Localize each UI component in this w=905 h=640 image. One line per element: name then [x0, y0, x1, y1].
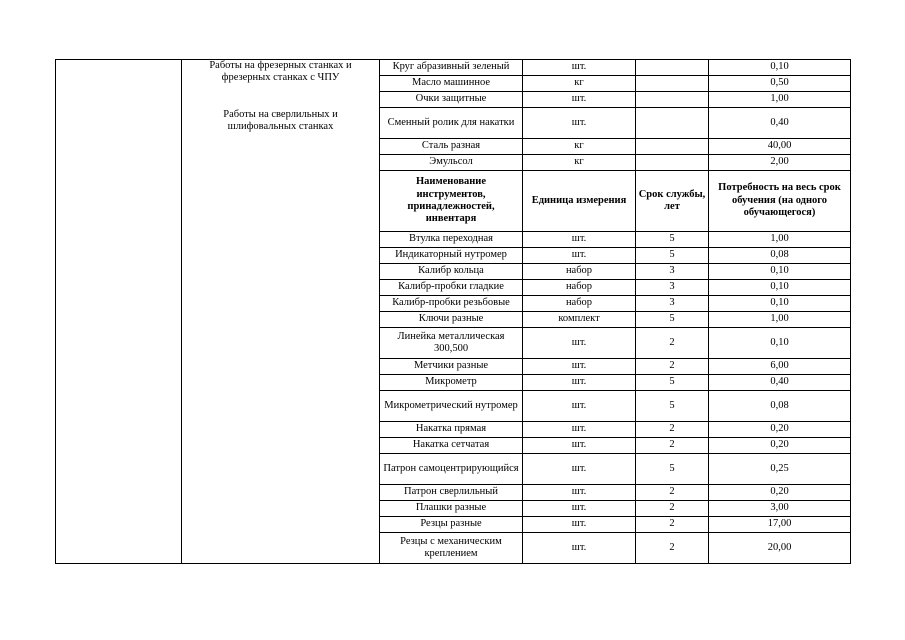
item-unit-cell: шт.	[523, 108, 636, 139]
item-term-cell: 5	[636, 248, 709, 264]
item-need-cell: 0,10	[709, 328, 851, 359]
item-term-cell: 2	[636, 533, 709, 564]
item-name-cell: Метчики разные	[380, 359, 523, 375]
item-term-cell: 2	[636, 485, 709, 501]
item-term-cell	[636, 139, 709, 155]
item-need-cell: 0,25	[709, 454, 851, 485]
column-header-need: Потребность на весь срок обучения (на одного обучающегося)	[709, 171, 851, 232]
item-term-cell: 5	[636, 454, 709, 485]
item-unit-cell: кг	[523, 139, 636, 155]
item-unit-cell: шт.	[523, 328, 636, 359]
item-need-cell: 0,08	[709, 391, 851, 422]
section-label: Работы на фрезерных станках и фрезерных станках с ЧПУ	[209, 60, 352, 84]
item-name-cell: Калибр-пробки резьбовые	[380, 296, 523, 312]
item-need-cell: 0,40	[709, 375, 851, 391]
item-name-cell: Резцы с механическим креплением	[380, 533, 523, 564]
item-term-cell	[636, 155, 709, 171]
item-unit-cell: шт.	[523, 232, 636, 248]
item-name-cell: Сталь разная	[380, 139, 523, 155]
item-need-cell: 0,50	[709, 76, 851, 92]
item-name-cell: Очки защитные	[380, 92, 523, 108]
item-name-cell: Сменный ролик для накатки	[380, 108, 523, 139]
item-need-cell: 0,10	[709, 264, 851, 280]
item-name-cell: Плашки разные	[380, 501, 523, 517]
column-header-term: Срок службы, лет	[636, 171, 709, 232]
item-need-cell: 0,08	[709, 248, 851, 264]
item-name-cell: Линейка металлическая 300,500	[380, 328, 523, 359]
item-unit-cell: кг	[523, 155, 636, 171]
item-unit-cell: шт.	[523, 485, 636, 501]
item-term-cell: 5	[636, 375, 709, 391]
item-term-cell	[636, 92, 709, 108]
item-name-cell: Втулка переходная	[380, 232, 523, 248]
column-header-name: Наименование инструментов, принадлежностей, инвентаря	[380, 171, 523, 232]
item-unit-cell: шт.	[523, 359, 636, 375]
item-unit-cell: шт.	[523, 60, 636, 76]
item-need-cell: 20,00	[709, 533, 851, 564]
item-need-cell: 0,20	[709, 485, 851, 501]
item-name-cell: Микрометр	[380, 375, 523, 391]
item-unit-cell: шт.	[523, 501, 636, 517]
section-label-cell	[182, 60, 380, 564]
item-unit-cell: шт.	[523, 92, 636, 108]
item-need-cell: 2,00	[709, 155, 851, 171]
item-name-cell: Накатка сетчатая	[380, 438, 523, 454]
item-term-cell: 2	[636, 517, 709, 533]
item-need-cell: 3,00	[709, 501, 851, 517]
item-unit-cell: шт.	[523, 422, 636, 438]
item-name-cell: Накатка прямая	[380, 422, 523, 438]
item-need-cell: 17,00	[709, 517, 851, 533]
item-unit-cell: комплект	[523, 312, 636, 328]
item-name-cell: Ключи разные	[380, 312, 523, 328]
item-need-cell: 1,00	[709, 92, 851, 108]
item-need-cell: 0,10	[709, 296, 851, 312]
item-term-cell: 3	[636, 280, 709, 296]
item-need-cell: 1,00	[709, 312, 851, 328]
item-need-cell: 40,00	[709, 139, 851, 155]
item-need-cell: 0,20	[709, 422, 851, 438]
item-term-cell: 2	[636, 359, 709, 375]
materials-tools-table	[55, 59, 851, 564]
column-header-unit: Единица измерения	[523, 171, 636, 232]
item-unit-cell: шт.	[523, 517, 636, 533]
item-term-cell: 2	[636, 328, 709, 359]
item-term-cell: 5	[636, 391, 709, 422]
item-term-cell	[636, 108, 709, 139]
table-row	[56, 60, 851, 76]
item-term-cell: 5	[636, 312, 709, 328]
item-unit-cell: шт.	[523, 438, 636, 454]
item-name-cell: Индикаторный нутромер	[380, 248, 523, 264]
section-label: Работы на сверлильных и шлифовальных станках	[223, 108, 338, 133]
item-term-cell: 3	[636, 264, 709, 280]
item-name-cell: Патрон сверлильный	[380, 485, 523, 501]
item-need-cell: 0,10	[709, 60, 851, 76]
item-term-cell	[636, 76, 709, 92]
item-name-cell: Резцы разные	[380, 517, 523, 533]
item-unit-cell: шт.	[523, 391, 636, 422]
item-term-cell	[636, 60, 709, 76]
item-name-cell: Эмульсол	[380, 155, 523, 171]
item-name-cell: Микрометрический нутромер	[380, 391, 523, 422]
item-term-cell: 5	[636, 232, 709, 248]
item-need-cell: 0,40	[709, 108, 851, 139]
item-term-cell: 2	[636, 422, 709, 438]
item-unit-cell: шт.	[523, 533, 636, 564]
item-name-cell: Калибр-пробки гладкие	[380, 280, 523, 296]
item-unit-cell: набор	[523, 280, 636, 296]
item-term-cell: 2	[636, 501, 709, 517]
item-unit-cell: кг	[523, 76, 636, 92]
item-name-cell: Круг абразивный зеленый	[380, 60, 523, 76]
item-need-cell: 1,00	[709, 232, 851, 248]
item-unit-cell: шт.	[523, 248, 636, 264]
item-unit-cell: шт.	[523, 454, 636, 485]
item-name-cell: Калибр кольца	[380, 264, 523, 280]
item-need-cell: 0,10	[709, 280, 851, 296]
item-unit-cell: шт.	[523, 375, 636, 391]
item-name-cell: Масло машинное	[380, 76, 523, 92]
item-unit-cell: набор	[523, 296, 636, 312]
item-term-cell: 3	[636, 296, 709, 312]
empty-left-cell	[56, 60, 182, 564]
item-unit-cell: набор	[523, 264, 636, 280]
item-need-cell: 6,00	[709, 359, 851, 375]
item-need-cell: 0,20	[709, 438, 851, 454]
item-name-cell: Патрон самоцентрирующийся	[380, 454, 523, 485]
item-term-cell: 2	[636, 438, 709, 454]
